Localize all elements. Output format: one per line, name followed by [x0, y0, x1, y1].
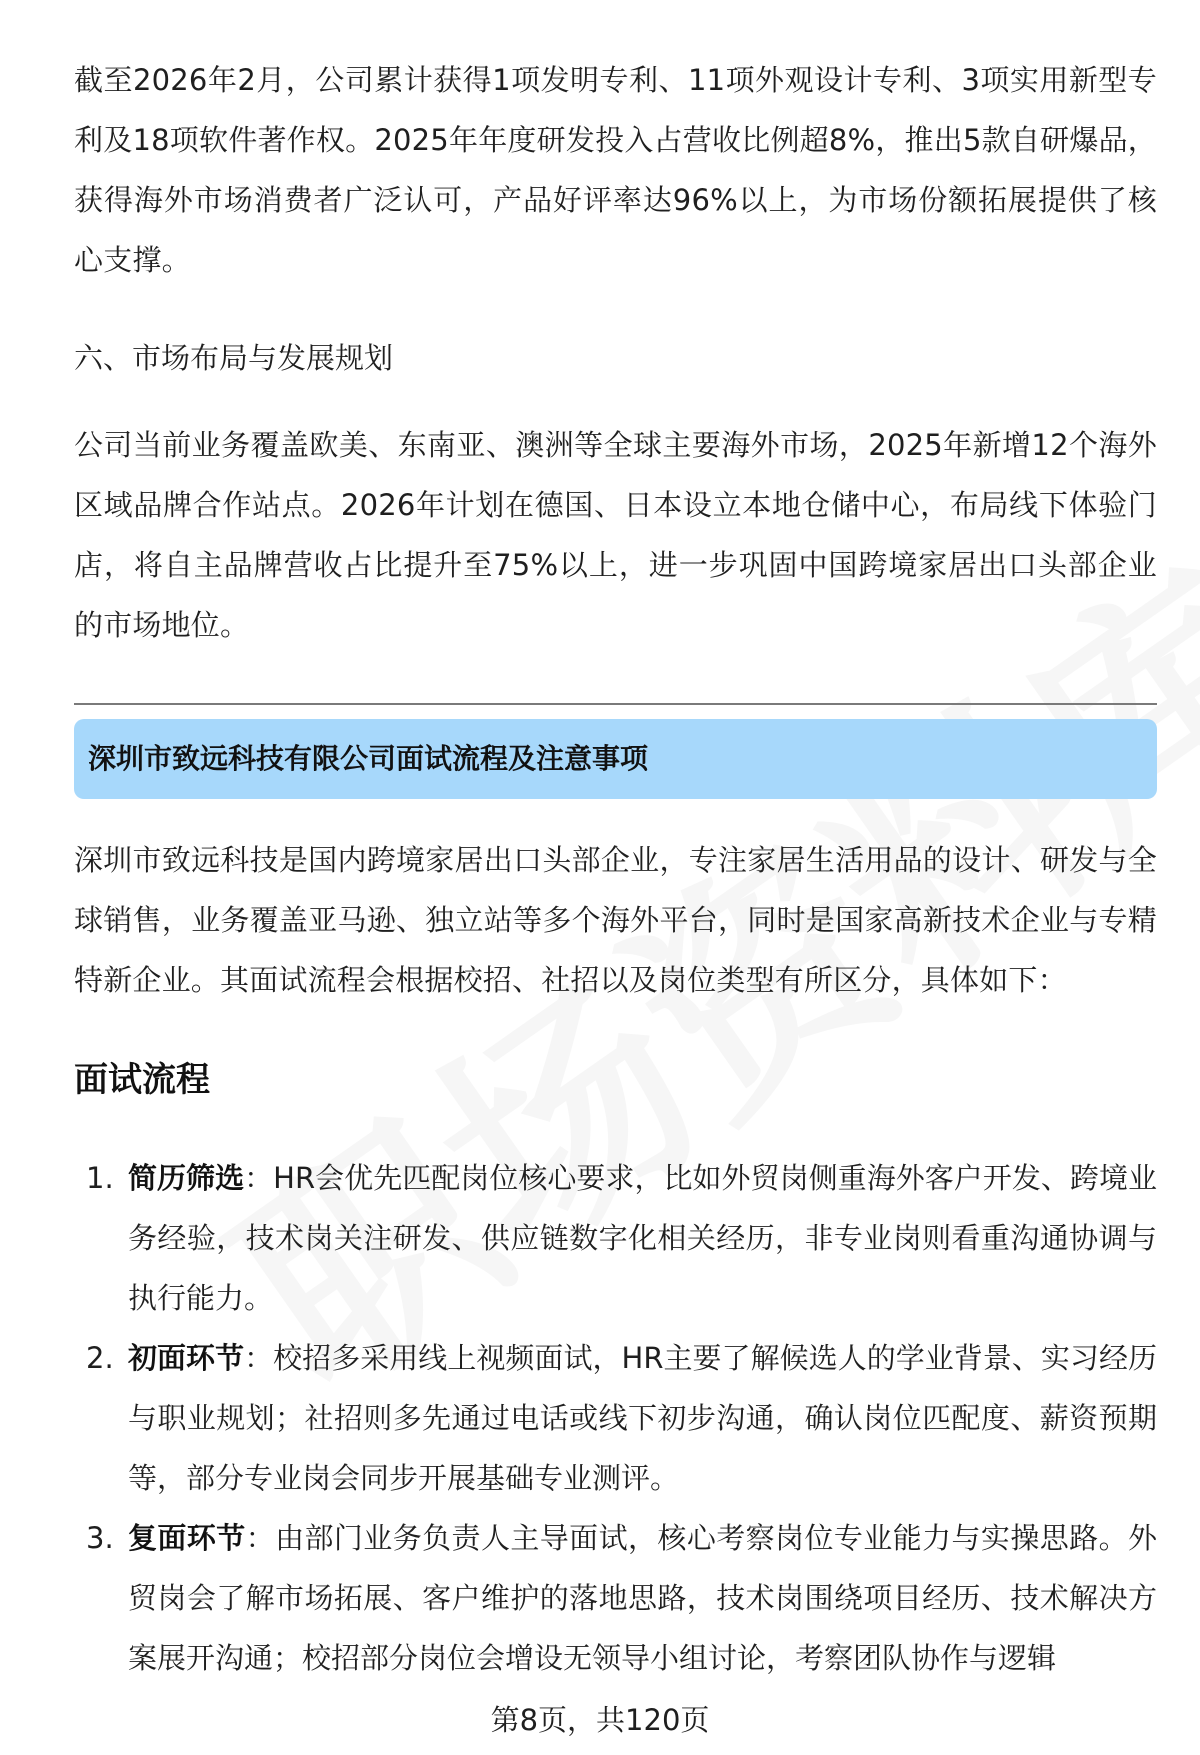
- page-footer: 第8页，共120页: [490, 1703, 710, 1737]
- process-step-3: [74, 1508, 1157, 1688]
- step-text: ：校招多采用线上视频面试，HR主要了解候选人的学业背景、实习经历与职业规划；社招则多先通过电话或线下初步沟通，确认岗位匹配度、薪资预期等，部分专业岗会同步开展基础专业测评。: [128, 1341, 1157, 1495]
- step-text: ：由部门业务负责人主导面试，核心考察岗位专业能力与实操思路。外贸岗会了解市场拓展、客户维护的落地思路，技术岗围绕项目经历、技术解决方案展开沟通；校招部分岗位会增设无领导小组讨论，考察团队协作与逻辑: [128, 1521, 1157, 1675]
- banner-title: 深圳市致远科技有限公司面试流程及注意事项: [88, 742, 649, 775]
- step-number: 1.: [86, 1161, 114, 1195]
- paragraph-intro: 深圳市致远科技是国内跨境家居出口头部企业，专注家居生活用品的设计、研发与全球销售，业务覆盖亚马逊、独立站等多个海外平台，同时是国家高新技术企业与专精特新企业。其面试流程会根据校招、社招以及岗位类型有所区分，具体如下：: [74, 843, 1157, 997]
- step-title: 复面环节: [128, 1521, 246, 1555]
- step-title: 初面环节: [128, 1341, 245, 1375]
- step-number: 2.: [86, 1341, 114, 1375]
- paragraph-patents: 截至2026年2月，公司累计获得1项发明专利、11项外观设计专利、3项实用新型专利及18项软件著作权。2025年年度研发投入占营收比例超8%，推出5款自研爆品，获得海外市场消费者广泛认可，产品好评率达96%以上，为市场份额拓展提供了核心支撑。: [74, 63, 1157, 277]
- section-banner: [74, 719, 1157, 799]
- paragraph-market: 公司当前业务覆盖欧美、东南亚、澳洲等全球主要海外市场，2025年新增12个海外区域品牌合作站点。2026年计划在德国、日本设立本地仓储中心，布局线下体验门店，将自主品牌营收占比提升至75%以上，进一步巩固中国跨境家居出口头部企业的市场地位。: [74, 428, 1157, 642]
- process-step-1: [74, 1148, 1157, 1328]
- step-number: 3.: [86, 1521, 114, 1555]
- step-title: 简历筛选: [128, 1161, 245, 1195]
- section-divider: [74, 703, 1157, 705]
- process-title: 面试流程: [74, 1060, 210, 1100]
- step-text: ：HR会优先匹配岗位核心要求，比如外贸岗侧重海外客户开发、跨境业务经验，技术岗关注研发、供应链数字化相关经历，非专业岗则看重沟通协调与执行能力。: [128, 1161, 1157, 1315]
- process-step-2: [74, 1328, 1157, 1508]
- process-steps-list: [74, 1148, 1157, 1688]
- section-six-heading: 六、市场布局与发展规划: [74, 341, 394, 375]
